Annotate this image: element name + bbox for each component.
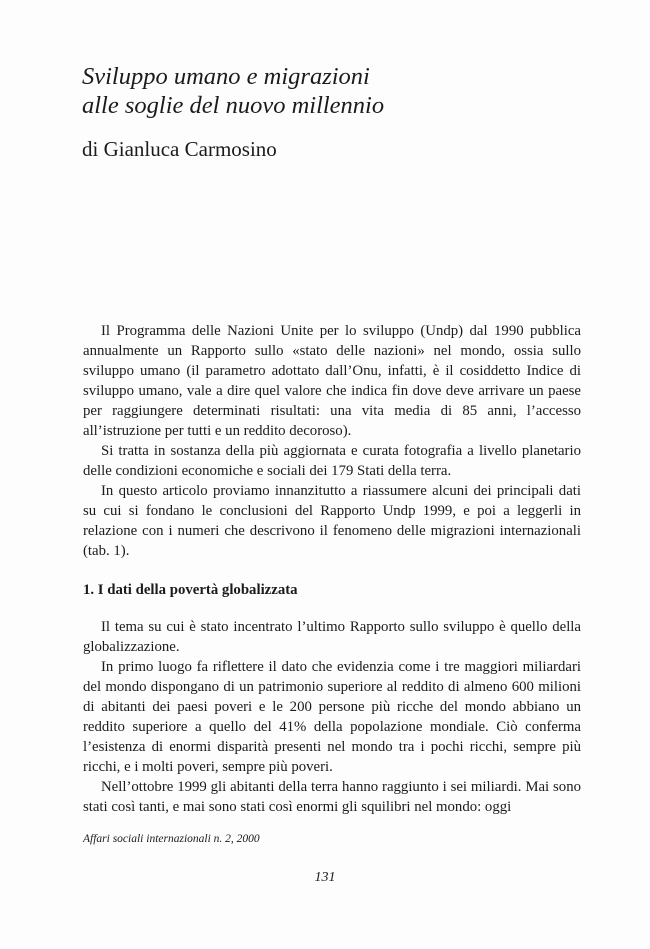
section-paragraph-2: In primo luogo fa riflettere il dato che evidenzia come i tre maggiori miliardari del mondo dispongano di un patrimonio superiore al reddito di almeno 600 milioni di abitanti dei paesi poveri e le 200 persone più ricche del mondo abbiano un reddito superiore a quello del 41% della popolazione mondiale. Ciò conferma l’esistenza di enormi disparità presenti nel mondo tra i pochi ricchi, sempre più ricchi, e i molti poveri, sempre più poveri. xyxy=(83,659,581,775)
article-title xyxy=(82,62,384,120)
intro-text xyxy=(83,321,581,561)
intro-paragraph-2: Si tratta in sostanza della più aggiornata e curata fotografia a livello planetario delle condizioni economiche e sociali dei 179 Stati della terra. xyxy=(83,443,581,479)
section-paragraph-3: Nell’ottobre 1999 gli abitanti della terra hanno raggiunto i sei miliardi. Mai sono stati così tanti, e mai sono stati così enormi gli squilibri nel mondo: oggi xyxy=(83,779,581,815)
section-heading: 1. I dati della povertà globalizzata xyxy=(83,582,298,598)
intro-paragraph-3: In questo articolo proviamo innanzitutto a riassumere alcuni dei principali dati su cui si fondano le conclusioni del Rapporto Undp 1999, e poi a leggerli in relazione con i numeri che descrivono il fenomeno delle migrazioni internazionali (tab. 1). xyxy=(83,483,581,559)
title-line-2: alle soglie del nuovo millennio xyxy=(82,92,385,119)
intro-paragraph-1: Il Programma delle Nazioni Unite per lo sviluppo (Undp) dal 1990 pubblica annualmente un Rapporto sullo «stato delle nazioni» nel mondo, ossia sullo sviluppo umano (il parametro adottato dall’Onu, infatti, è il cosiddetto Indice di sviluppo umano, vale a dire quel valore che indica fin dove deve arrivare un paese per raggiungere determinati risultati: una vita media di 85 anni, l’accesso all’istruzione per tutti e un reddito decoroso). xyxy=(83,323,581,439)
section-text xyxy=(83,617,581,817)
journal-footer: Affari sociali internazionali n. 2, 2000 xyxy=(83,833,260,845)
section-paragraph-1: Il tema su cui è stato incentrato l’ultimo Rapporto sullo sviluppo è quello della globalizzazione. xyxy=(83,619,581,655)
page-number: 131 xyxy=(314,870,336,885)
title-line-1: Sviluppo umano e migrazioni xyxy=(82,63,370,90)
article-author: di Gianluca Carmosino xyxy=(82,137,277,161)
